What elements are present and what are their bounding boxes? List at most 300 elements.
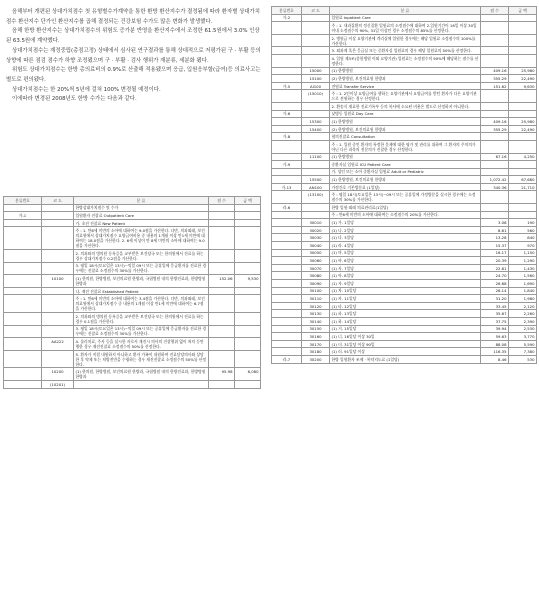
cell-amount [235, 219, 261, 227]
cell-classification: 주 : 1. 내과질환의 정신질환 입원료의 소정점수에 대하여 2.입원기간이 16일 이상 30일 이내 소정점수의 90%, 31일 이상인 경우 소정점수의 85%를 산정한다. [330, 22, 481, 35]
cell-category-no [4, 287, 42, 295]
cell-points: 67.16 [481, 153, 509, 161]
table-row [272, 75, 537, 83]
cell-code: 10100 [42, 275, 74, 288]
cell-classification: 4. 입원 제3조(종합병원 이외 요양기관) 입원료는 소정점수의 90%에 해당하는 점수를 산정한다. [330, 54, 481, 67]
cell-points [481, 14, 509, 22]
cell-code: 30010 [302, 219, 330, 227]
cell-amount: 1,150 [509, 249, 537, 257]
cell-category-no [4, 338, 42, 351]
cell-amount: 3,770 [509, 333, 537, 341]
table-row [272, 219, 537, 227]
cell-classification: (1) 한방병원 [330, 67, 481, 75]
cell-code: 30020 [302, 226, 330, 234]
cell-category-no: 가-5 [272, 82, 302, 90]
cell-classification: 3. 평일 18시(토요일은 13시)~익일 09시 또는 공휴일에 응급환자를 진료한 경우에는 진찰료 소정점수의 30%를 가산한다. [74, 325, 209, 338]
table-row [272, 272, 537, 280]
cell-category-no [272, 22, 302, 35]
table-row [272, 140, 537, 153]
cell-category-no [4, 262, 42, 275]
cell-category-no [272, 333, 302, 341]
cell-category-no [272, 140, 302, 153]
table-row [272, 325, 537, 333]
table-row [4, 219, 261, 227]
table-row [272, 14, 537, 22]
cell-category-no [272, 280, 302, 288]
cell-code: 30180 [302, 348, 330, 356]
cell-code: 15300 [302, 118, 330, 126]
table-row [272, 176, 537, 184]
cell-points: 151.62 [481, 82, 509, 90]
table-row [272, 257, 537, 265]
table-row [272, 340, 537, 348]
cell-category-no [272, 191, 302, 204]
table-row [272, 348, 537, 356]
cell-code: 30090 [302, 280, 330, 288]
cell-category-no [272, 264, 302, 272]
cell-category-no [272, 242, 302, 250]
col-header-category-no: 분류번호 [4, 197, 42, 205]
cell-classification: (1) 한방병원 [330, 153, 481, 161]
cell-classification: 주 : 1. 만6세 미만의 소아에 대하여는 9.0점을 가산한다. 다만, 의과외래, 보건의료원에서 상대가치점수 요양급여비용 중 내용의 1개월 이상 만1세 미만에 대하여는 18.0점을 가산한다. 2. 6세 이상이 만 8세 미만의 소아에 대하여는 9.0점을 가산한다. [74, 227, 209, 250]
cell-points [481, 211, 509, 219]
cell-amount [509, 47, 537, 55]
table-row [272, 287, 537, 295]
cell-classification: 전원료 Transfer Service [330, 82, 481, 90]
cell-code: (15010) [302, 90, 330, 103]
intro-paragraph: 위험도 상대가치점수는 한방 총의료비의 0.9%로 산출해 적용됐으며 응급, 입원응부할(급여)등 의료사고는 별도로 편의됐다. [6, 67, 261, 83]
cell-code: 30130 [302, 310, 330, 318]
cell-amount [235, 380, 261, 388]
table-row [272, 280, 537, 288]
table-row [272, 234, 537, 242]
cell-points: 13.28 [481, 234, 509, 242]
cell-points [209, 350, 235, 368]
intro-text [6, 8, 261, 105]
table-row [272, 82, 537, 90]
table-row [4, 287, 261, 295]
cell-points [481, 47, 509, 55]
cell-code [42, 262, 74, 275]
cell-category-no [4, 350, 42, 368]
cell-category-no [272, 47, 302, 55]
col-header-amount: 금 액 [235, 197, 261, 205]
col-header-points: 점 수 [209, 197, 235, 205]
col-header-code: 코 드 [302, 7, 330, 15]
table-row [272, 102, 537, 110]
cell-classification: (1) 타. 12일당 [330, 302, 481, 310]
cell-amount: 25,980 [509, 118, 537, 126]
cell-category-no: 가-9 [272, 161, 302, 169]
cell-code [302, 161, 330, 169]
cell-points: 409.16 [481, 67, 509, 75]
table-row [4, 312, 261, 325]
cell-points [209, 227, 235, 250]
cell-points [209, 262, 235, 275]
cell-code: 30070 [302, 264, 330, 272]
cell-points [481, 161, 509, 169]
cell-classification [74, 380, 209, 388]
table-row [4, 249, 261, 262]
cell-amount: 9,530 [235, 275, 261, 288]
cell-category-no [272, 302, 302, 310]
cell-classification: (1) 라. 4일당 [330, 242, 481, 250]
cell-amount [509, 102, 537, 110]
cell-amount: 970 [509, 242, 537, 250]
cell-points: 15.37 [481, 242, 509, 250]
cell-points: 37.75 [481, 317, 509, 325]
cell-points [481, 22, 509, 35]
cell-amount [235, 295, 261, 313]
cell-code [302, 34, 330, 47]
cell-classification: (1) 한의원, 한방병원, 보건의료원 한방과, 국립병원 내의 한방진료과, 한방병원 한방과 [74, 275, 209, 288]
cell-classification: (1) 하. 14일당 [330, 317, 481, 325]
cell-code: 30050 [302, 249, 330, 257]
cell-classification: 5. 환자가 직접 내원하지 아니하고 환자 가족이 내원하여 진료담당의사와 상담한 후 약제 또는 처방전만을 수령하는 경우 재진진찰료 소정점수의 50%를 산정한다. [74, 350, 209, 368]
col-header-code: 코 드 [42, 197, 74, 205]
cell-points: 340.36 [481, 183, 509, 191]
cell-classification: (1) 다. 3일당 [330, 234, 481, 242]
cell-code: 15500 [302, 176, 330, 184]
cell-classification: 입원환자 진찰료 Outpatient Care [74, 212, 209, 220]
col-header-category-no: 분류번호 [272, 7, 302, 15]
cell-classification: 낮병동 입원료 Day Care [330, 110, 481, 118]
cell-code [302, 140, 330, 153]
cell-amount [235, 262, 261, 275]
cell-code [302, 54, 330, 67]
table-row [4, 262, 261, 275]
cell-amount [235, 212, 261, 220]
intro-paragraph: 음해부터 개편된 상대가치점수 첫 유형별수가계약을 통한 환방 환산지수가 결정됨에 따라 환자별 상대가치점수 환산지수 단가인 환산지수를 곱해 결정되는 건강보험 수가도 많은 변화가 발생했다. [6, 9, 260, 25]
cell-points [209, 287, 235, 295]
cell-classification: (1) 바. 6일당 [330, 257, 481, 265]
table-row [4, 275, 261, 288]
cell-category-no [272, 295, 302, 303]
cell-points: 8.61 [481, 226, 509, 234]
cell-points: 28.14 [481, 287, 509, 295]
cell-amount: 2,260 [509, 310, 537, 318]
cell-points [209, 380, 235, 388]
cell-points: 33.45 [481, 302, 509, 310]
cell-amount: 1,690 [509, 280, 537, 288]
table-row [4, 212, 261, 220]
cell-category-no [272, 310, 302, 318]
cell-classification: 가. 성인 또는 소아 중환자실 입원료 Adult or Pediatric [330, 168, 481, 176]
cell-classification: (1) 아. 8일당 [330, 272, 481, 280]
cell-category-no [272, 118, 302, 126]
cell-code [42, 325, 74, 338]
cell-classification: 가정간호 기본방문료 (1일당) [330, 183, 481, 191]
cell-classification: 주 : 만6세 미만의 소아에 대하여는 소정점수의 20%를 가산한다. [330, 211, 481, 219]
table-row [272, 333, 537, 341]
cell-code: AA222 [42, 338, 74, 351]
cell-points [209, 338, 235, 351]
cell-amount [509, 140, 537, 153]
cell-points [209, 219, 235, 227]
cell-code: 15100 [302, 75, 330, 83]
table-header-row [272, 7, 537, 15]
cell-classification: 주 : 1. 만6세 미만의 소아에 대하여는 3.4점을 가산한다. 다만, 의과외래, 보건의료원에서 상대가치점수 중 내용의 1개월 이상 만1세 미만에 대하여는 6.7점을 가산한다. [74, 295, 209, 313]
cell-category-no [272, 34, 302, 47]
cell-points: 152.06 [209, 275, 235, 288]
cell-code [302, 168, 330, 176]
cell-category-no [272, 287, 302, 295]
cell-category-no [272, 234, 302, 242]
left-page [0, 0, 265, 600]
cell-classification: 4. 물리치료, 주사 등을 실시한 자로서 재진시 의사의 진찰행위 없이 처치 등만 행한 경우 재진진찰료 소정점수의 50%를 산정한다. [74, 338, 209, 351]
cell-points [481, 191, 509, 204]
cell-code: (10201) [42, 380, 74, 388]
cell-amount: 67,680 [509, 176, 537, 184]
cell-amount [235, 325, 261, 338]
table-row [272, 110, 537, 118]
col-header-points: 점 수 [481, 7, 509, 15]
cell-classification: (1) 너. 16일당 이상 30일 [330, 333, 481, 341]
cell-category-no [272, 67, 302, 75]
cell-classification: 2. 의과와의 병의원 동록증을 교부받은 보건당국 또는 한의원에서 진료를 하는 경우 0.1점을 가산한다. [74, 312, 209, 325]
cell-points [481, 168, 509, 176]
cell-category-no [4, 380, 42, 388]
cell-category-no [272, 226, 302, 234]
cell-category-no [272, 257, 302, 265]
table-row [4, 368, 261, 381]
cell-points [209, 295, 235, 313]
cell-category-no [272, 168, 302, 176]
cell-points: 16.17 [481, 249, 509, 257]
table-row [272, 204, 537, 212]
cell-code [302, 22, 330, 35]
cell-amount [509, 211, 537, 219]
table-row [272, 249, 537, 257]
cell-amount [235, 338, 261, 351]
table-row [272, 34, 537, 47]
cell-classification: (2) 한방병원, 보건의료원 한방과 [330, 125, 481, 133]
cell-classification: (1) 거. 15일당 [330, 325, 481, 333]
cell-category-no [4, 275, 42, 288]
cell-amount [509, 191, 537, 204]
cell-amount: 22,490 [509, 75, 537, 83]
cell-classification: 3. 외과계 혹은 응급실 또는 중환자실 입원료의 경우 해당 입원료의 50%를 산정한다. [330, 47, 481, 55]
cell-category-no: 가-6 [272, 110, 302, 118]
cell-amount [509, 34, 537, 47]
cell-category-no [4, 249, 42, 262]
cell-classification: 2. 의과와의 병의원 동록증을 교부받은 보건당국 또는 한의원에서 진료를 하는 경우 상대가치점수 0.2점을 가산한다. [74, 249, 209, 262]
cell-code [302, 102, 330, 110]
table-row [272, 47, 537, 55]
cell-code: 30030 [302, 234, 330, 242]
cell-category-no [272, 340, 302, 348]
cell-category-no [272, 325, 302, 333]
table-row [4, 227, 261, 250]
cell-amount: 530 [509, 355, 537, 363]
cell-amount [509, 168, 537, 176]
cell-code: 30100 [302, 287, 330, 295]
cell-code [302, 14, 330, 22]
cell-amount: 7,380 [509, 348, 537, 356]
cell-classification: 2. 환송식 재료한 진료기록부 등의 복사에 소요된 비용은 별도로 산정하지 아니한다. [330, 102, 481, 110]
cell-amount [509, 14, 537, 22]
cell-code [302, 204, 330, 212]
cell-category-no [4, 204, 42, 212]
cell-code [42, 204, 74, 212]
cell-code: 10200 [42, 368, 74, 381]
cell-amount [509, 54, 537, 67]
cell-points: 116.35 [481, 348, 509, 356]
cell-points [481, 140, 509, 153]
cell-points [481, 102, 509, 110]
intro-paragraph: 상대가치점수는 한 20%씩 5년에 걸쳐 100% 변경될 예정이다. [12, 86, 161, 93]
table-row [272, 67, 537, 75]
cell-category-no [272, 102, 302, 110]
cell-points [209, 325, 235, 338]
cell-classification: (2) 한방병원, 보건의료원 한방과 [330, 75, 481, 83]
cell-classification: (1) 나. 2일당 [330, 226, 481, 234]
cell-category-no: 가-1 [4, 212, 42, 220]
cell-amount: 4,250 [509, 153, 537, 161]
cell-code [302, 47, 330, 55]
cell-points [209, 249, 235, 262]
cell-category-no [272, 317, 302, 325]
cell-category-no [272, 219, 302, 227]
table-row [272, 295, 537, 303]
table-row [272, 22, 537, 35]
cell-code [42, 312, 74, 325]
cell-code: 15400 [302, 125, 330, 133]
table-row [272, 125, 537, 133]
intro-paragraph: 이에따라 변경된 2008년도 한방 수가는 다음과 같다. [12, 96, 137, 103]
cell-classification: (1) 한의원, 한방병원, 보건의료원 한방과, 국립병원 내의 한방진료과, 한방병원 한방과 [74, 368, 209, 381]
table-row [272, 168, 537, 176]
cell-code [302, 211, 330, 219]
cell-category-no: 라-6 [272, 204, 302, 212]
col-header-classification: 분 류 [330, 7, 481, 15]
col-header-amount: 금 액 [509, 7, 537, 15]
cell-points [481, 34, 509, 47]
cell-points [209, 312, 235, 325]
cell-classification: 주 : 평일 18시(토요일은 13시)~09시 또는 공휴일에 가정방문을 실시한 경우에는 소정점수의 30%를 가산한다. [330, 191, 481, 204]
cell-amount [509, 22, 537, 35]
table-row [272, 90, 537, 103]
cell-code [42, 350, 74, 368]
cell-points: 355.29 [481, 75, 509, 83]
cell-classification: 중환자실 입원료 ICU Patient Care [330, 161, 481, 169]
cell-amount: 21,710 [509, 183, 537, 191]
table-row [272, 264, 537, 272]
cell-code [42, 295, 74, 313]
cell-code [42, 219, 74, 227]
table-row [4, 350, 261, 368]
table-row [4, 325, 261, 338]
cell-classification: (1) 더. 31일당 이상 90일 [330, 340, 481, 348]
cell-amount: 1,430 [509, 264, 537, 272]
cell-code: 30200 [302, 355, 330, 363]
cell-category-no [272, 125, 302, 133]
cell-amount: 190 [509, 219, 537, 227]
cell-classification: 주 : 1. 2인이상 요양급여를 행하는 요양기관에서 요양급여를 받던 환자가 다른 요양기관으로 전원하는 경우 산정한다. [330, 90, 481, 103]
cell-code: 30040 [302, 242, 330, 250]
cell-category-no: 가-13 [272, 183, 302, 191]
cell-code [42, 249, 74, 262]
cell-code: 30150 [302, 325, 330, 333]
fee-table-left [3, 196, 261, 389]
cell-classification: 한방상대가치점수 및 수가 [74, 204, 209, 212]
cell-classification: 3. 평일 18시(토요일은 13시)~익일 09시 또는 공휴일에 응급환자를 진료한 경우에는 진찰료 소정점수의 30%를 가산한다. [74, 262, 209, 275]
table-row [272, 191, 537, 204]
table-row [272, 161, 537, 169]
cell-amount [509, 110, 537, 118]
cell-category-no [272, 90, 302, 103]
table-row [4, 204, 261, 212]
right-page [271, 0, 539, 600]
cell-category-no [272, 272, 302, 280]
cell-category-no [272, 75, 302, 83]
table-row [272, 183, 537, 191]
cell-points [481, 110, 509, 118]
cell-code: AI100 [302, 82, 330, 90]
table-row [272, 54, 537, 67]
cell-points: 39.94 [481, 325, 509, 333]
cell-code: 30080 [302, 272, 330, 280]
cell-category-no: 가-2 [272, 14, 302, 22]
cell-amount [235, 249, 261, 262]
table-row [272, 118, 537, 126]
cell-points: 24.70 [481, 272, 509, 280]
cell-classification: 2. 병원급 이상 요양기관에 격리실에 입원한 경우에는 해당 입원료 소정점수의 100%를 가산한다. [330, 34, 481, 47]
cell-code: 11100 [302, 153, 330, 161]
cell-code [302, 110, 330, 118]
cell-points: 22.61 [481, 264, 509, 272]
cell-amount: 1,560 [509, 272, 537, 280]
table-row [272, 242, 537, 250]
cell-amount [235, 287, 261, 295]
table-row [272, 133, 537, 141]
cell-code [302, 133, 330, 141]
table-row [4, 338, 261, 351]
table-row [272, 211, 537, 219]
cell-code: 30110 [302, 295, 330, 303]
cell-amount [235, 204, 261, 212]
cell-classification: (1) 러. 91일당 이상 [330, 348, 481, 356]
cell-amount [509, 90, 537, 103]
table-row [272, 302, 537, 310]
cell-points [481, 90, 509, 103]
cell-amount: 1,840 [509, 287, 537, 295]
cell-category-no [272, 54, 302, 67]
table-header-row [4, 197, 261, 205]
cell-points: 355.29 [481, 125, 509, 133]
cell-amount: 560 [509, 226, 537, 234]
cell-category-no [4, 295, 42, 313]
table-row [272, 226, 537, 234]
table-row [272, 317, 537, 325]
table-row [272, 310, 537, 318]
cell-classification: 입원료 Inpatient Care [330, 14, 481, 22]
cell-amount: 25,980 [509, 67, 537, 75]
cell-category-no [4, 368, 42, 381]
cell-classification: (1) 카. 11일당 [330, 295, 481, 303]
cell-code: 30060 [302, 257, 330, 265]
cell-points [481, 204, 509, 212]
cell-category-no [272, 249, 302, 257]
fee-table-right [271, 6, 537, 364]
cell-classification: 나. 재진 진찰료 Established Patient [74, 287, 209, 295]
cell-code: 30160 [302, 333, 330, 341]
cell-category-no [4, 219, 42, 227]
cell-points: 95.98 [209, 368, 235, 381]
cell-category-no [272, 211, 302, 219]
cell-points: 59.63 [481, 333, 509, 341]
intro-paragraph: 상대가치점수는 재정중립(총점고정) 상태에서 심사된 연구결과를 통해 상대적으로 저평가된 구 · 부활 등의 상향에 따른 점검 점수가 하향 조정됐으며 구 · 부활 · 검사 행위가 재분류, 세분화 됐다. [6, 47, 261, 64]
